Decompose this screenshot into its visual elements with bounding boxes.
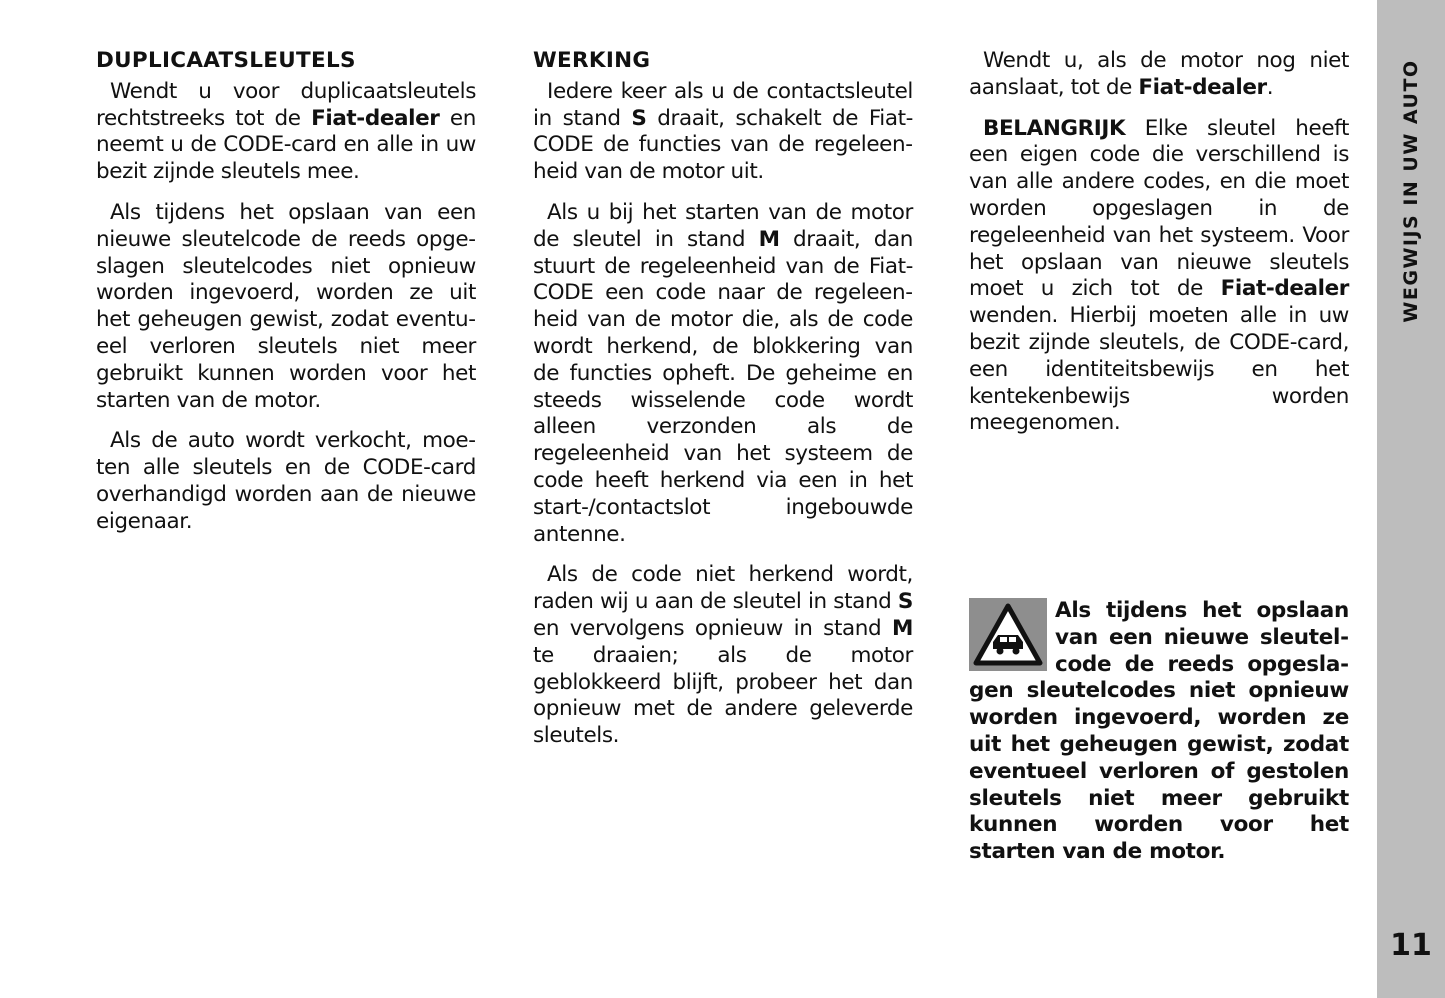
paragraph: Wendt u voor duplicaatsleutels rechtstreeks tot de Fiat-dealer en neemt u de CODE-card en alle in uw bezit zijnde sleutels mee.	[96, 78, 476, 185]
column-right	[969, 48, 1349, 451]
column-middle	[533, 48, 913, 764]
warning-car-icon	[969, 598, 1047, 671]
paragraph: Wendt u, als de motor nog niet aanslaat, tot de Fiat-dealer.	[969, 48, 1349, 100]
section-tab-title	[1377, 46, 1445, 336]
section-heading-werking: WERKING	[533, 48, 651, 73]
section-heading-duplicaatsleutels: DUPLICAATSLEUTELS	[96, 48, 356, 73]
warning-text: Als tijdens het opslaan van een nieuwe sleutelcode de reeds opgeslagen sleutelcodes niet opnieuw worden ingevoerd, worden ze uit het geheugen gewist, zodat eventueel verloren of gestolen sleutels niet meer gebruikt kunnen worden voor het starten van de motor.	[969, 598, 1349, 865]
paragraph: Als u bij het starten van de motor de sleutel in stand M draait, dan stuurt de regeleenheid van de Fiat-CODE een code naar de regeleenheid van de motor die, als de code wordt herkend, de blokkering van de functies opheft. De geheime en steeds wisselende code wordt alleen verzonden als de regeleenheid van het systeem de code heeft herkend via een in het start-/contactslot ingebouwde antenne.	[533, 199, 913, 547]
paragraph: Als de code niet herkend wordt, raden wij u aan de sleutel in stand S en vervolgens opnieuw in stand M te draaien; als de motor geblokkeerd blijft, probeer het dan opnieuw met de andere geleverde sleutels.	[533, 562, 913, 749]
page-number: 11	[1390, 928, 1432, 963]
paragraph: Iedere keer als u de contactsleutel in stand S draait, schakelt de Fiat-CODE de functies van de regeleenheid van de motor uit.	[533, 78, 914, 185]
paragraph: Als de auto wordt verkocht, moeten alle sleutels en de CODE-card overhandigd worden aan de nieuwe eigenaar.	[96, 428, 476, 534]
column-left	[96, 48, 476, 550]
paragraph: BELANGRIJK Elke sleutel heeft een eigen code die verschillend is van alle andere codes, en die moet worden opgeslagen in de regeleenheid van het systeem. Voor het opslaan van nieuwe sleutels moet u zich tot de Fiat-dealer wenden. Hierbij moeten alle in uw bezit zijnde sleutels, de CODE-card, een identiteitsbewijs en het kentekenbewijs worden meegenomen.	[969, 115, 1349, 436]
warning-block	[969, 598, 1349, 866]
paragraph: Als tijdens het opslaan van een nieuwe sleutelcode de reeds opgeslagen sleutelcodes niet opnieuw worden ingevoerd, worden ze uit het geheugen gewist, zodat eventueel verloren sleutels niet meer gebruikt kunnen worden voor het starten van de motor.	[96, 199, 476, 413]
section-tab-label: WEGWIJS IN UW AUTO	[1400, 59, 1422, 323]
